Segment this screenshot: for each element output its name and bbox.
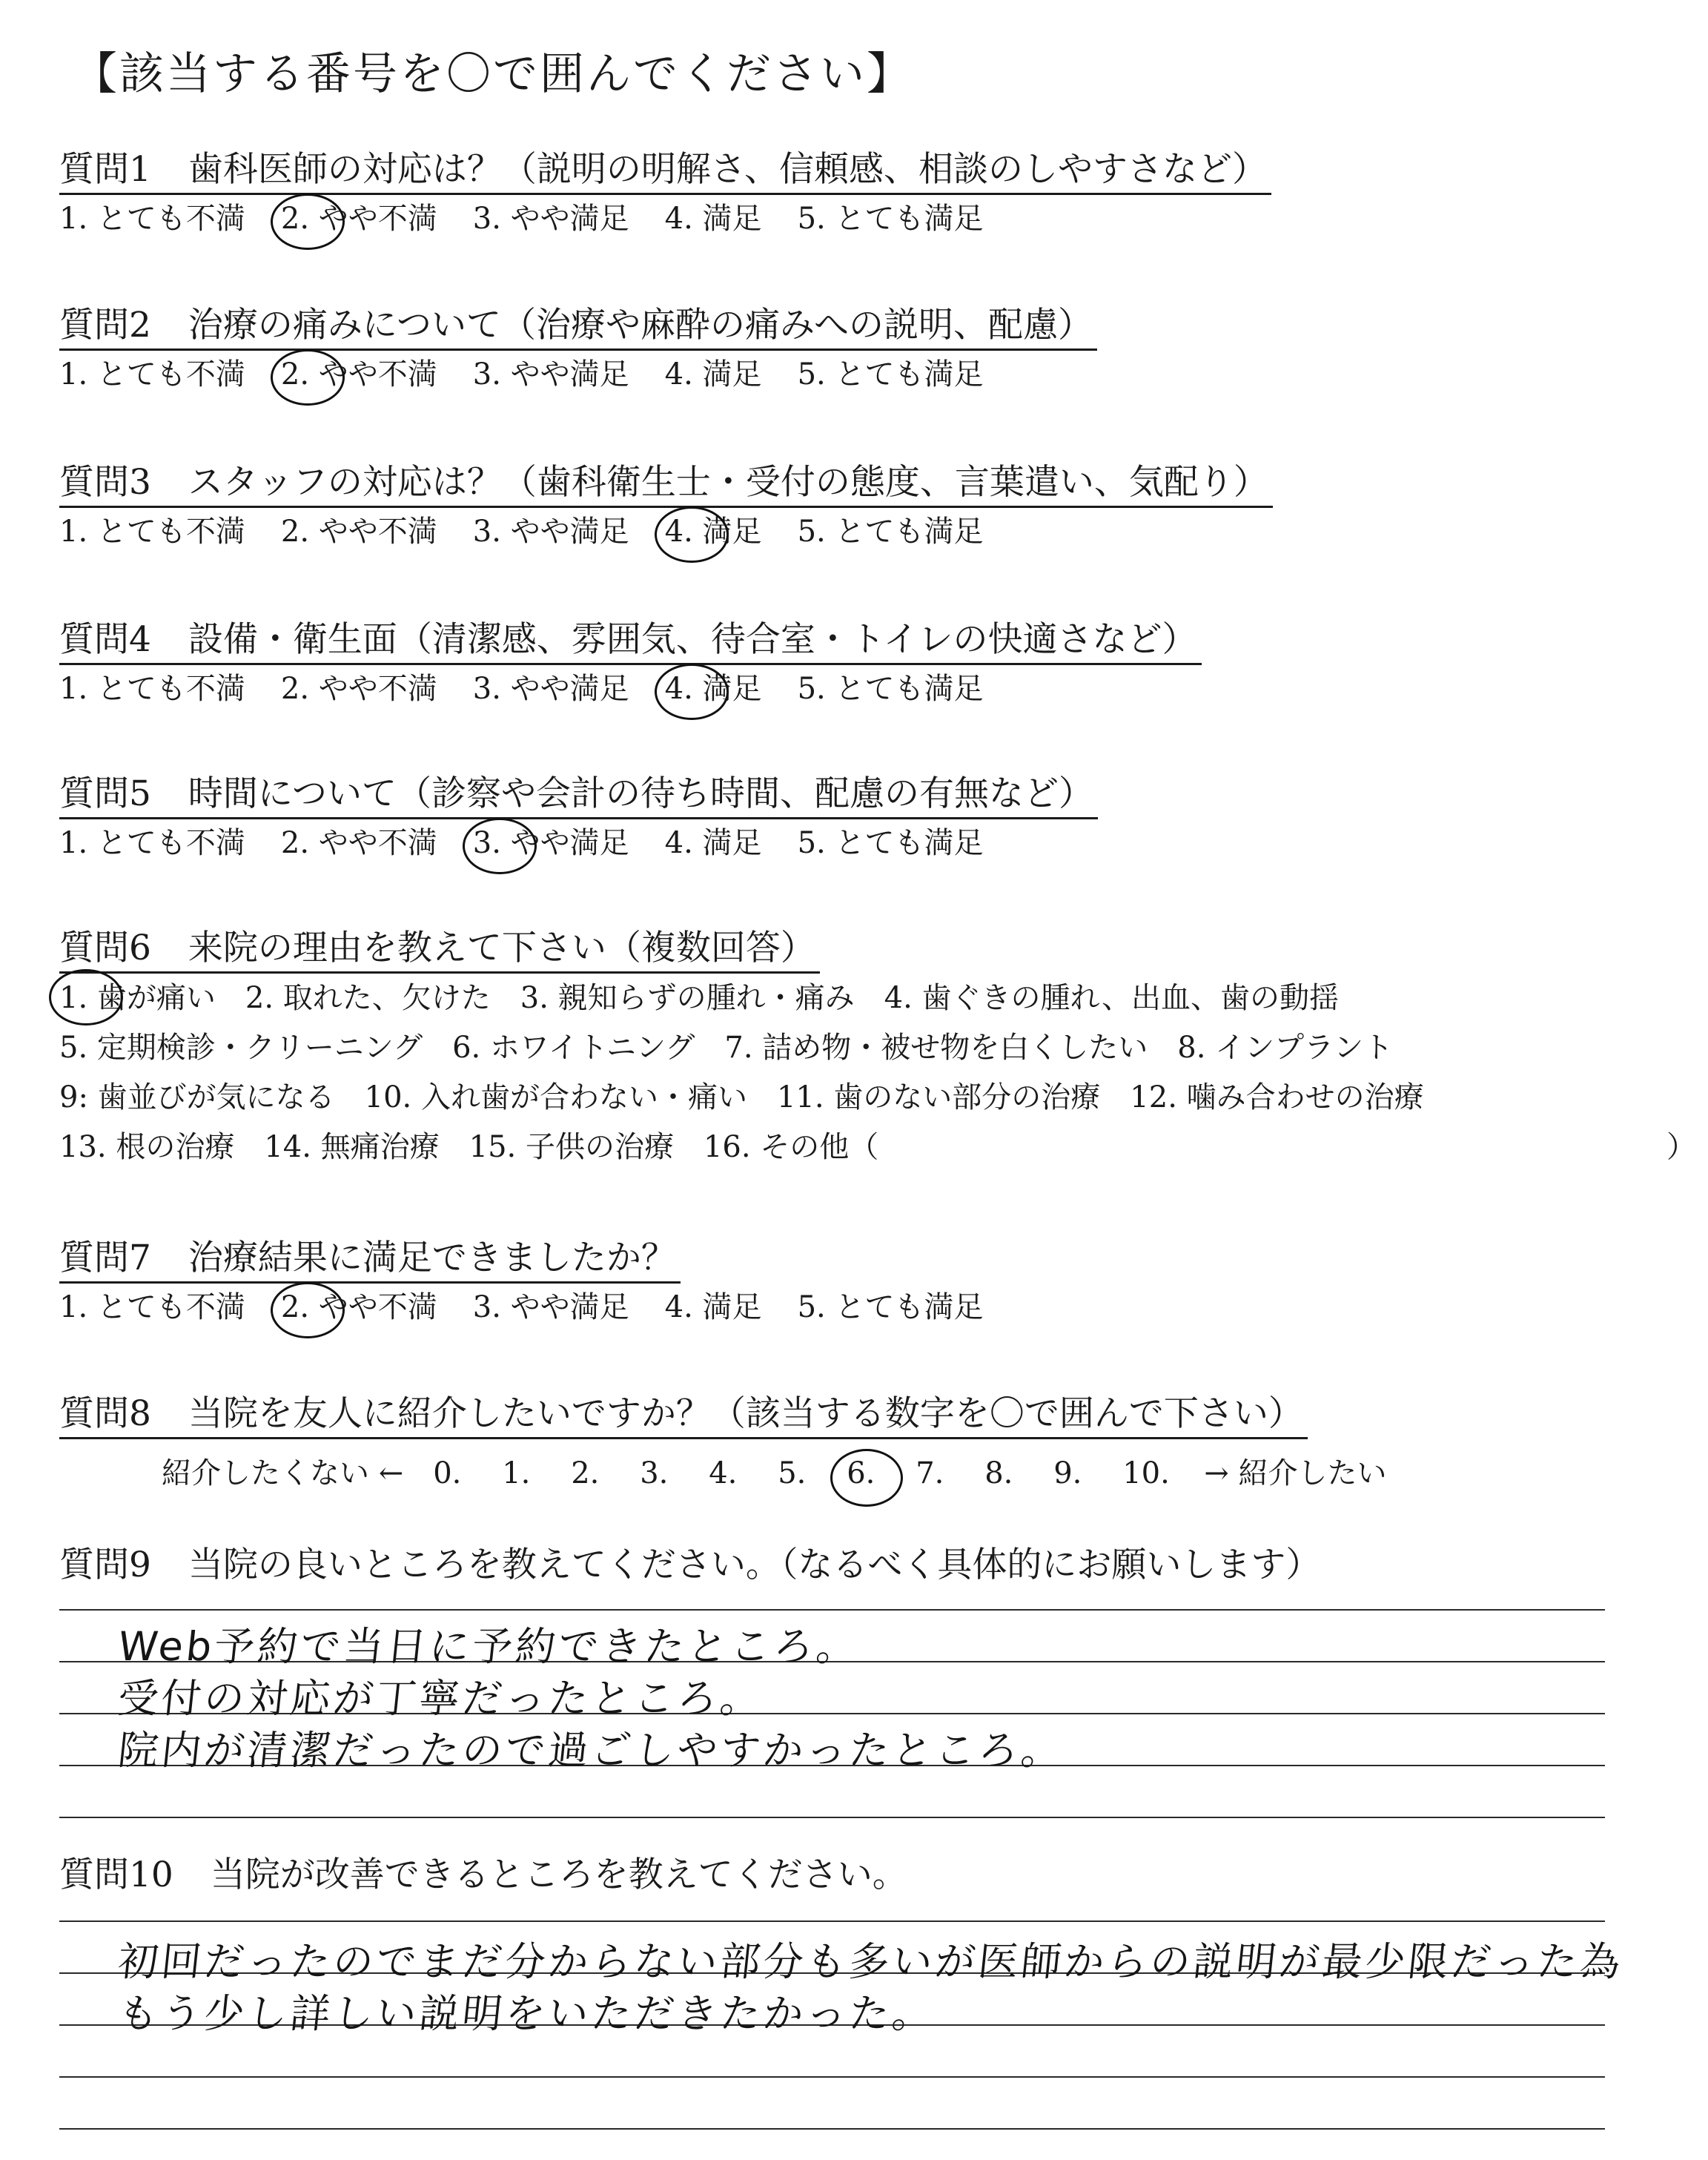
question-title <box>59 303 1097 351</box>
reason-option[interactable]: 10. 入れ歯が合わない・痛い <box>364 1080 747 1114</box>
option-5[interactable]: 5. とても満足 <box>797 1290 984 1324</box>
question-number: 質問3 <box>59 462 151 503</box>
question-number: 質問10 <box>59 1855 173 1895</box>
reason-option[interactable]: 5. 定期検診・クリーニング <box>59 1031 423 1065</box>
question-1 <box>59 147 1271 240</box>
question-5 <box>59 771 1098 864</box>
option-3[interactable]: 3. やや満足 <box>472 515 629 549</box>
handwritten-answer[interactable]: もう少し詳しい説明をいただきたかった。 <box>116 1990 938 2037</box>
scale-left-label: 紹介したくない ← <box>162 1456 404 1490</box>
question-9 <box>59 1542 1325 1588</box>
question-number: 質問1 <box>59 149 151 190</box>
question-number: 質問6 <box>59 928 151 968</box>
reason-option[interactable]: 8. インプラント <box>1177 1031 1394 1065</box>
option-4[interactable]: 4. 満足 <box>664 1290 762 1324</box>
option-2-selected[interactable]: 2. やや不満 <box>281 354 437 395</box>
question-7 <box>59 1235 1019 1328</box>
question-number: 質問7 <box>59 1238 151 1278</box>
question-number: 質問9 <box>59 1545 151 1585</box>
option-1[interactable]: 1. とても不満 <box>59 672 245 706</box>
option-3[interactable]: 3. やや満足 <box>472 672 629 706</box>
option-5[interactable]: 5. とても満足 <box>797 826 984 860</box>
question-text: 治療結果に満足できましたか？ <box>188 1238 676 1278</box>
reason-option[interactable]: 2. 取れた、欠けた <box>245 981 491 1015</box>
option-4[interactable]: 4. 満足 <box>664 357 762 392</box>
scale-value[interactable]: 7. <box>916 1456 944 1490</box>
question-8 <box>59 1391 1308 1439</box>
question-number: 質問5 <box>59 773 151 814</box>
scale-right-label: → 紹介したい <box>1204 1456 1387 1490</box>
reason-option-selected[interactable]: 1. 歯が痛い <box>59 974 216 1023</box>
question-title <box>59 147 1271 195</box>
options-row <box>59 822 1098 864</box>
question-title <box>59 771 1098 819</box>
option-4[interactable]: 4. 満足 <box>664 202 762 236</box>
options-row <box>59 511 1273 552</box>
reason-option[interactable]: 11. 歯のない部分の治療 <box>776 1080 1101 1114</box>
option-2[interactable]: 2. やや不満 <box>280 672 437 706</box>
option-4-selected[interactable]: 4. 満足 <box>665 511 762 552</box>
question-number: 質問4 <box>59 619 151 660</box>
reason-option-other[interactable]: 16. その他（ <box>703 1130 879 1164</box>
reason-row <box>59 974 1454 1023</box>
scale-value[interactable]: 4. <box>709 1456 738 1490</box>
option-2[interactable]: 2. やや不満 <box>280 826 437 860</box>
option-1[interactable]: 1. とても不満 <box>59 1290 245 1324</box>
option-1[interactable]: 1. とても不満 <box>59 826 245 860</box>
answer-line <box>59 1817 1605 1818</box>
question-10 <box>59 1852 912 1898</box>
question-title <box>59 460 1273 508</box>
question-number: 質問8 <box>59 1393 151 1434</box>
option-3[interactable]: 3. やや満足 <box>472 1290 629 1324</box>
question-text: 当院を友人に紹介したいですか？（該当する数字を〇で囲んで下さい） <box>188 1393 1303 1434</box>
reason-option[interactable]: 14. 無痛治療 <box>264 1130 440 1164</box>
question-text: 来院の理由を教えて下さい（複数回答） <box>188 928 815 968</box>
scale-value[interactable]: 8. <box>984 1456 1013 1490</box>
reason-row <box>59 1123 1696 1172</box>
answer-line <box>59 2076 1605 2078</box>
scale-value-selected[interactable]: 6. <box>847 1456 916 1490</box>
option-2-selected[interactable]: 2. やや不満 <box>281 1287 437 1328</box>
question-text: 当院の良いところを教えてください。（なるべく具体的にお願いします） <box>188 1545 1321 1585</box>
scale-value[interactable]: 0. <box>433 1456 462 1490</box>
question-number: 質問2 <box>59 305 151 346</box>
question-text: スタッフの対応は？（歯科衛生士・受付の態度、言葉遣い、気配り） <box>188 462 1268 503</box>
scale-value[interactable]: 3. <box>640 1456 669 1490</box>
handwritten-answer[interactable]: Web予約で当日に予約できたところ。 <box>116 1623 862 1670</box>
option-5[interactable]: 5. とても満足 <box>797 202 984 236</box>
scale-value[interactable]: 9. <box>1053 1456 1082 1490</box>
question-text: 時間について（診察や会計の待ち時間、配慮の有無など） <box>188 773 1093 814</box>
option-4[interactable]: 4. 満足 <box>664 826 762 860</box>
reason-row <box>59 1023 1454 1073</box>
reason-option[interactable]: 3. 親知らずの腫れ・痛み <box>520 981 855 1015</box>
option-1[interactable]: 1. とても不満 <box>59 357 245 392</box>
option-1[interactable]: 1. とても不満 <box>59 515 245 549</box>
question-2 <box>59 303 1097 395</box>
option-4-selected[interactable]: 4. 満足 <box>665 668 762 710</box>
page-title: 【該当する番号を〇で囲んでください】 <box>73 48 913 100</box>
option-1[interactable]: 1. とても不満 <box>59 202 245 236</box>
question-text: 治療の痛みについて（治療や麻酔の痛みへの説明、配慮） <box>188 305 1093 346</box>
reason-option[interactable]: 6. ホワイトニング <box>452 1031 695 1065</box>
question-4 <box>59 617 1202 710</box>
option-3[interactable]: 3. やや満足 <box>472 202 629 236</box>
options-row <box>59 1287 1019 1328</box>
question-title <box>59 1542 1325 1588</box>
question-title <box>59 1391 1308 1439</box>
question-text: 歯科医師の対応は？（説明の明解さ、信頼感、相談のしやすさなど） <box>188 149 1268 190</box>
question-title <box>59 1852 912 1898</box>
reason-option[interactable]: 13. 根の治療 <box>59 1130 235 1164</box>
handwritten-answer[interactable]: 初回だったのでまだ分からない部分も多いが医師からの説明が最少限だった為 <box>116 1938 1626 1985</box>
question-title <box>59 617 1202 665</box>
reason-option[interactable]: 7. 詰め物・被せ物を白くしたい <box>724 1031 1148 1065</box>
reason-option[interactable]: 9: 歯並びが気になる <box>59 1080 335 1114</box>
reason-option[interactable]: 15. 子供の治療 <box>469 1130 674 1164</box>
answer-line <box>59 1609 1605 1611</box>
reason-row <box>59 1073 1454 1123</box>
scale-value[interactable]: 2. <box>571 1456 600 1490</box>
question-title <box>59 1235 681 1284</box>
answer-line <box>59 1920 1605 1922</box>
reason-option[interactable]: 4. 歯ぐきの腫れ、出血、歯の動揺 <box>884 981 1339 1015</box>
handwritten-answer[interactable]: 院内が清潔だったので過ごしやすかったところ。 <box>116 1727 1067 1774</box>
options-row <box>59 198 1271 240</box>
answer-line <box>59 2128 1605 2130</box>
question-title <box>59 925 820 974</box>
question-6 <box>59 925 1696 1172</box>
option-5[interactable]: 5. とても満足 <box>797 357 984 392</box>
handwritten-answer[interactable]: 受付の対応が丁寧だったところ。 <box>116 1675 766 1722</box>
option-2[interactable]: 2. やや不満 <box>280 515 437 549</box>
reason-option[interactable]: 12. 噛み合わせの治療 <box>1130 1080 1424 1114</box>
question-text: 当院が改善できるところを教えてください。 <box>210 1855 907 1895</box>
option-5[interactable]: 5. とても満足 <box>797 515 984 549</box>
options-row <box>59 668 1202 710</box>
options-row <box>59 354 1097 395</box>
scale-value[interactable]: 1. <box>502 1456 531 1490</box>
question-3 <box>59 460 1273 552</box>
other-close-paren: ） <box>1666 1130 1696 1164</box>
option-2-selected[interactable]: 2. やや不満 <box>281 198 437 240</box>
option-3[interactable]: 3. やや満足 <box>472 357 629 392</box>
scale-value[interactable]: 5. <box>778 1456 807 1490</box>
scale-value[interactable]: 10. <box>1122 1456 1170 1490</box>
recommend-scale <box>162 1450 1386 1492</box>
option-3-selected[interactable]: 3. やや満足 <box>473 822 629 864</box>
question-text: 設備・衛生面（清潔感、雰囲気、待合室・トイレの快適さなど） <box>188 619 1197 660</box>
option-5[interactable]: 5. とても満足 <box>797 672 984 706</box>
